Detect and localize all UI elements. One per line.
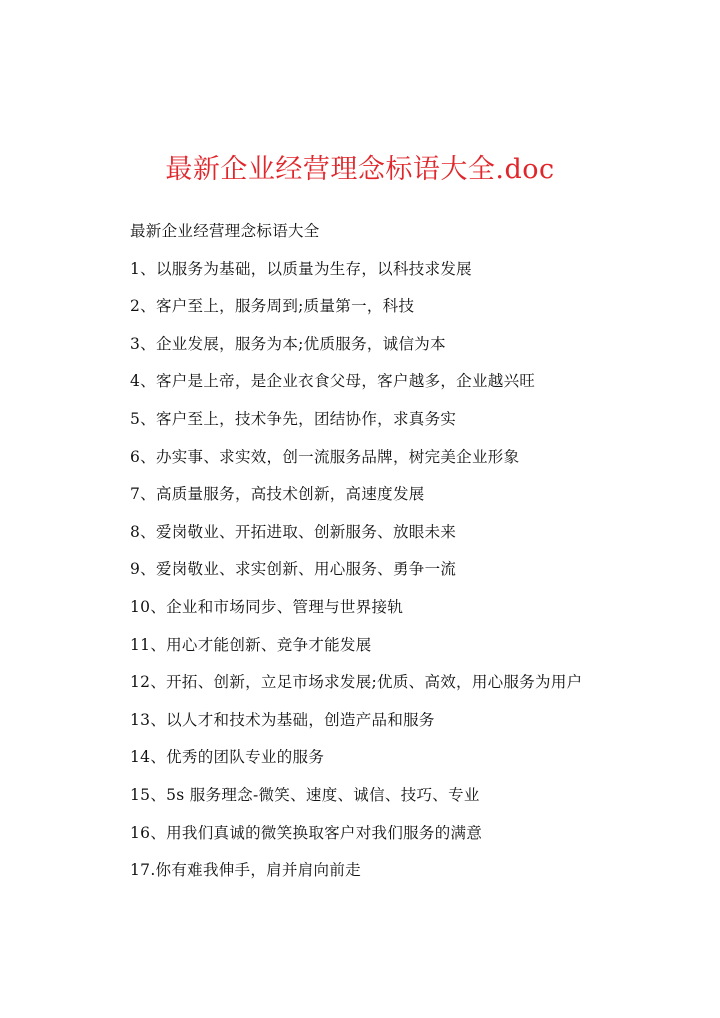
slogan-line-14: 14、优秀的团队专业的服务 [130, 748, 325, 767]
slogan-line-4: 4、客户是上帝，是企业衣食父母，客户越多，企业越兴旺 [130, 372, 536, 391]
document-title: 最新企业经营理念标语大全.doc [165, 154, 555, 185]
slogan-line-2: 2、客户至上，服务周到;质量第一，科技 [130, 297, 415, 316]
slogan-line-1: 1、以服务为基础，以质量为生存，以科技求发展 [130, 259, 472, 278]
slogan-line-15: 15、5s 服务理念-微笑、速度、诚信、技巧、专业 [130, 785, 480, 804]
slogan-line-16: 16、用我们真诚的微笑换取客户对我们服务的满意 [130, 823, 483, 842]
slogan-line-3: 3、企业发展，服务为本;优质服务，诚信为本 [130, 334, 446, 353]
slogan-line-12: 12、开拓、创新，立足市场求发展;优质、高效，用心服务为用户 [130, 673, 583, 692]
slogan-line-6: 6、办实事、求实效，创一流服务品牌，树完美企业形象 [130, 447, 520, 466]
slogan-line-5: 5、客户至上，技术争先，团结协作，求真务实 [130, 409, 457, 428]
slogan-line-7: 7、高质量服务，高技术创新，高速度发展 [130, 485, 425, 504]
slogan-line-8: 8、爱岗敬业、开拓进取、创新服务、放眼未来 [130, 522, 457, 541]
slogan-line-13: 13、以人才和技术为基础，创造产品和服务 [130, 710, 435, 729]
slogan-line-9: 9、爱岗敬业、求实创新、用心服务、勇争一流 [130, 560, 457, 579]
slogan-line-10: 10、企业和市场同步、管理与世界接轨 [130, 597, 404, 616]
slogan-line-11: 11、用心才能创新、竞争才能发展 [130, 635, 372, 654]
slogan-line-17: 17.你有难我伸手，肩并肩向前走 [130, 861, 361, 880]
intro-line: 最新企业经营理念标语大全 [130, 222, 320, 240]
document-body [130, 213, 690, 890]
